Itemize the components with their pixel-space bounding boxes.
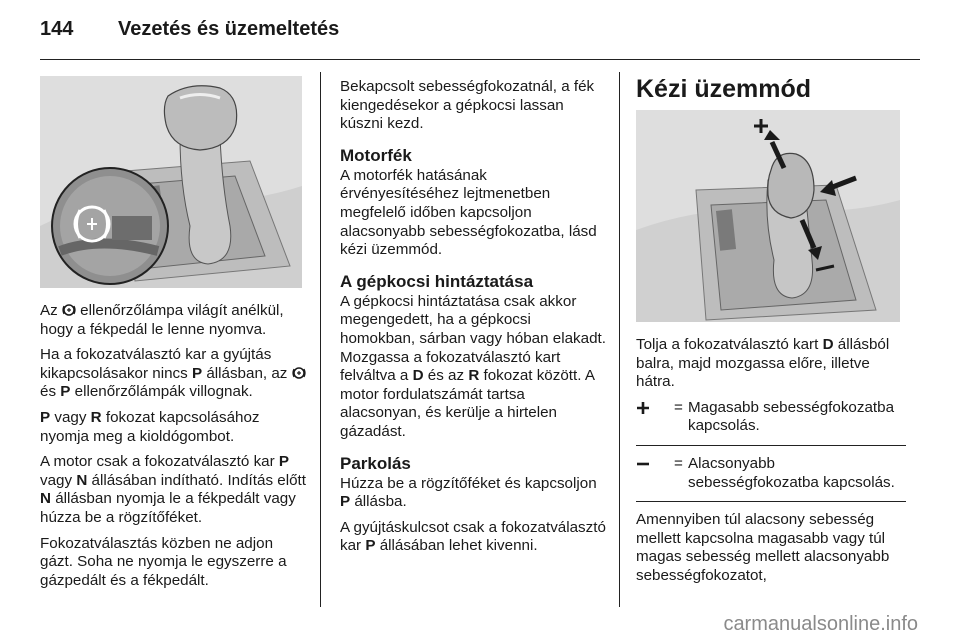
gear-selector-drawing xyxy=(40,76,302,288)
section-heading-hintaztatas: A gépkocsi hintáztatása xyxy=(340,271,534,291)
paragraph: A motor csak a fokozatválasztó kar P vagy N állásában indítható. Indítás előtt N állásban nyomja le a fékpedált vagy húzza be a rögzítőféket. xyxy=(40,453,306,526)
brake-pedal-warning-icon xyxy=(292,366,306,380)
paragraph: A gépkocsi hintáztatása csak akkor megengedett, ha a gépkocsi homokban, sárban vagy hóban elakadt. Mozgassa a fokozatválasztó kart felváltva a D és az R fokozat között. A motor fordulatszámát tartsa alacsonyan, és kerülje a hirtelen gázadást. xyxy=(340,292,606,440)
brake-pedal-warning-icon xyxy=(62,303,76,317)
column-2-text xyxy=(340,78,608,563)
section-heading-kezi-uzemmod: Kézi üzemmód xyxy=(636,75,812,103)
paragraph: Bekapcsolt sebességfokozatnál, a fék kiengedésekor a gépkocsi lassan kúszni kezd. xyxy=(340,78,595,133)
paragraph: P vagy R fokozat kapcsolásához nyomja meg a kioldógombot. xyxy=(40,408,260,445)
manual-mode-illustration xyxy=(636,110,900,322)
column-divider-2 xyxy=(619,72,620,607)
section-heading-parkolas: Parkolás xyxy=(340,453,411,473)
definition-text: Magasabb sebességfokozatba kapcsolás. xyxy=(688,398,895,435)
paragraph: Ha a fokozatválasztó kar a gyújtás kikapcsolásakor nincs P állásban, az és P ellenőrzőlámpák villognak. xyxy=(40,346,306,402)
chapter-title: Vezetés és üzemeltetés xyxy=(118,18,340,40)
column-1-text xyxy=(40,302,306,597)
gear-selector-illustration xyxy=(40,76,302,288)
plus-icon xyxy=(636,399,674,436)
paragraph: Húzza be a rögzítőféket és kapcsoljon P állásba. xyxy=(340,474,597,511)
paragraph: Fokozatválasztás közben ne adjon gázt. Soha ne nyomja le egyszerre a gázpedált és a fékpedált. xyxy=(40,534,287,589)
definition-separator xyxy=(636,501,906,502)
definition-row-minus: = Alacsonyabb sebességfokozatba kapcsolás. xyxy=(636,455,906,492)
definition-separator xyxy=(636,445,906,446)
paragraph: A gyújtáskulcsot csak a fokozatválasztó kar P állásában lehet kivenni. xyxy=(340,518,606,555)
column-3-body xyxy=(636,336,906,593)
page-number: 144 xyxy=(40,18,74,40)
paragraph: Tolja a fokozatválasztó kart D állásból balra, majd mozgassa előre, illetve hátra. xyxy=(636,336,890,391)
page-header xyxy=(40,18,339,48)
section-heading-motorfek: Motorfék xyxy=(340,145,412,165)
manual-mode-drawing xyxy=(636,110,900,322)
header-rule xyxy=(40,59,920,60)
paragraph: Az ellenőrzőlámpa világít anélkül, hogy a fékpedál le lenne nyomva. xyxy=(40,302,284,338)
column-3-text xyxy=(636,74,904,104)
watermark: carmanualsonline.info xyxy=(723,613,918,635)
definition-row-plus: = Magasabb sebességfokozatba kapcsolás. xyxy=(636,399,906,436)
column-divider-1 xyxy=(320,72,321,607)
paragraph: A motorfék hatásának érvényesítéséhez lejtmenetben megfelelő időben kapcsoljon alacsonyabb sebességfokozatba, lásd kézi üzemmód. xyxy=(340,166,597,259)
minus-icon xyxy=(636,455,674,492)
definition-text: Alacsonyabb sebességfokozatba kapcsolás. xyxy=(688,454,895,491)
paragraph: Amennyiben túl alacsony sebesség mellett kapcsolna magasabb vagy túl magas sebesség mellett alacsonyabb sebességfokozatot, xyxy=(636,511,890,584)
